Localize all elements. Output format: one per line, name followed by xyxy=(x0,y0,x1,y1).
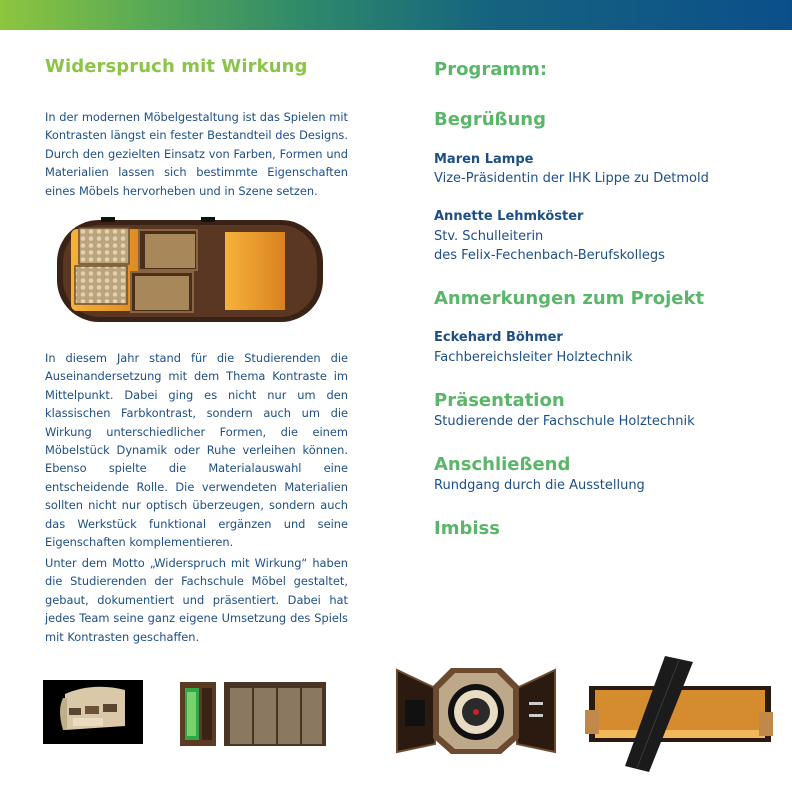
speaker-role: Stv. Schulleiterin xyxy=(434,229,544,244)
thumbnail-curved-cabinet xyxy=(43,680,143,744)
speaker-role: Fachbereichsleiter Holztechnik xyxy=(434,350,633,365)
afterwards-heading: Anschließend xyxy=(434,454,571,475)
speaker-name: Eckehard Böhmer xyxy=(434,330,563,345)
speaker-name: Maren Lampe xyxy=(434,152,534,167)
thumbnail-lit-sideboard xyxy=(583,656,775,772)
hero-sideboard-image xyxy=(55,214,325,326)
left-title: Widerspruch mit Wirkung xyxy=(45,56,308,77)
program-title: Programm: xyxy=(434,59,548,80)
thumbnail-dartboard-cabinet xyxy=(395,664,557,756)
header-gradient-bar xyxy=(0,0,792,30)
speaker-name: Annette Lehmköster xyxy=(434,209,584,224)
speaker-role: des Felix-Fechenbach-Berufskollegs xyxy=(434,248,665,263)
afterwards-text: Rundgang durch die Ausstellung xyxy=(434,478,645,493)
motto-paragraph: Unter dem Motto „Widerspruch mit Wirkung“ haben die Studierenden der Fachschule Möbel gestaltet, gebaut, dokumentiert und präsentiert. Dabei hat jedes Team seine ganz eigene Umsetzung des Spiels mit Kontrasten geschaffen. xyxy=(45,556,348,644)
thumbnail-cabinet-green xyxy=(178,680,328,748)
intro-paragraph: In der modernen Möbelgestaltung ist das Spielen mit Kontrasten längst ein fester Bestandteil des Designs. Durch den gezielten Einsatz von Farben, Formen und Materialien lassen sich bestimmte Eigenschaften eines Möbels hervorheben und in Szene setzen. xyxy=(45,110,348,198)
greeting-heading: Begrüßung xyxy=(434,109,546,130)
notes-heading: Anmerkungen zum Projekt xyxy=(434,288,705,309)
speaker-role: Vize-Präsidentin der IHK Lippe zu Detmold xyxy=(434,171,709,186)
left-column xyxy=(45,52,348,644)
snack-heading: Imbiss xyxy=(434,518,500,539)
theme-paragraph: In diesem Jahr stand für die Studierenden die Auseinandersetzung mit dem Thema Kontraste im Mittelpunkt. Dabei ging es nicht nur um den klassischen Farbkontrast, sondern auch um die Wirkung unterschiedlicher Formen, die einem Möbelstück Dynamik oder Ruhe verleihen können. Ebenso spielte die Materialauswahl eine entscheidende Rolle. Die verwendeten Materialien sollten nicht nur optisch überzeugen, sondern auch das Werkstück funktional ergänzen und seine Eigenschaften komplementieren. xyxy=(45,351,348,550)
presentation-heading: Präsentation xyxy=(434,390,565,411)
presentation-text: Studierende der Fachschule Holztechnik xyxy=(434,414,695,429)
